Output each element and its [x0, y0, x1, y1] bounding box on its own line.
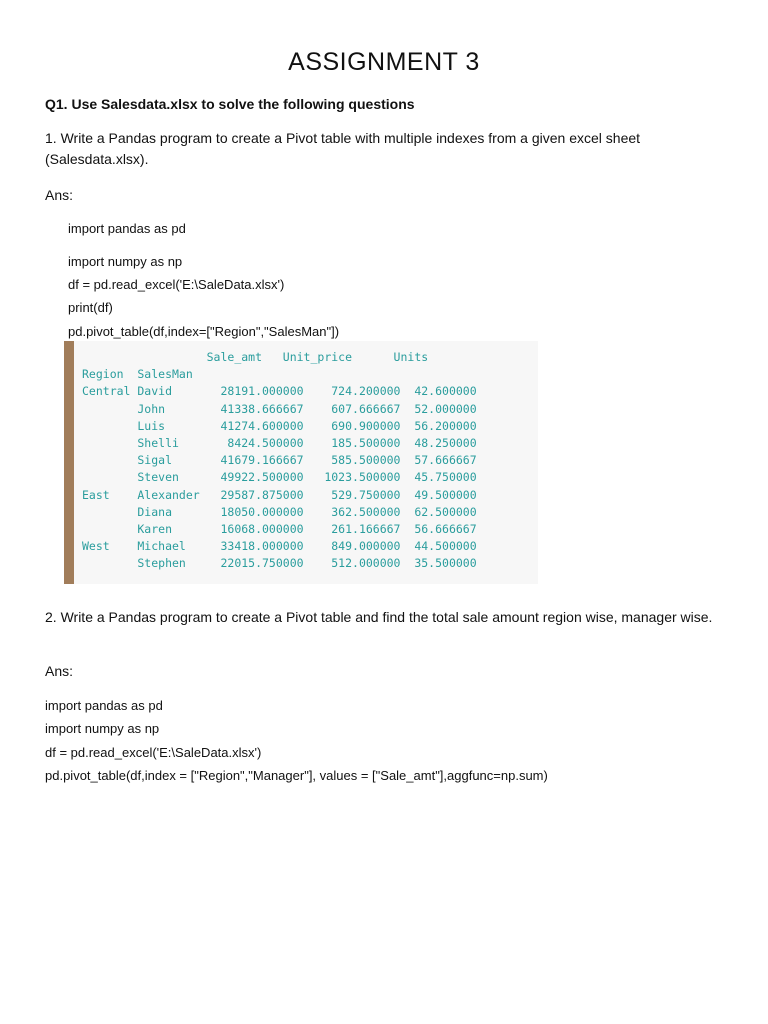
output-line: Sigal 41679.166667 585.500000 57.666667: [82, 453, 477, 468]
code-line: df = pd.read_excel('E:\SaleData.xlsx'): [68, 277, 285, 292]
output-line: East Alexander 29587.875000 529.750000 49.500000: [82, 487, 477, 502]
code-line: pd.pivot_table(df,index=["Region","SalesMan"]): [68, 324, 340, 339]
code-line: pd.pivot_table(df,index = ["Region","Manager"], values = ["Sale_amt"],aggfunc=np.sum): [45, 768, 548, 783]
code-line: import numpy as np: [45, 721, 160, 736]
code-line: df = pd.read_excel('E:\SaleData.xlsx'): [45, 745, 262, 760]
pivot-output-text: [82, 349, 477, 573]
code-line: import pandas as pd: [45, 698, 163, 713]
output-line: Luis 41274.600000 690.900000 56.200000: [82, 418, 477, 433]
output-line: Steven 49922.500000 1023.500000 45.750000: [82, 470, 477, 485]
pivot-output-screenshot: [64, 341, 538, 584]
question-1-text: 1. Write a Pandas program to create a Pivot table with multiple indexes from a given excel sheet (Salesdata.xlsx).: [45, 130, 641, 167]
output-line: Region SalesMan: [82, 367, 193, 382]
output-line: Shelli 8424.500000 185.500000 48.250000: [82, 436, 477, 451]
output-line: Central David 28191.000000 724.200000 42.600000: [82, 384, 477, 399]
code-line: import pandas as pd: [68, 221, 186, 236]
question-2-text: 2. Write a Pandas program to create a Pivot table and find the total sale amount region wise, manager wise.: [45, 609, 713, 625]
question-heading: Q1. Use Salesdata.xlsx to solve the following questions: [45, 96, 415, 112]
answer-2-label: Ans:: [45, 663, 74, 679]
output-line: West Michael 33418.000000 849.000000 44.500000: [82, 539, 477, 554]
answer-1-label: Ans:: [45, 187, 74, 203]
code-line: print(df): [68, 300, 113, 315]
output-line: Diana 18050.000000 362.500000 62.500000: [82, 504, 477, 519]
output-line: Sale_amt Unit_price Units: [82, 350, 429, 364]
output-line: Stephen 22015.750000 512.000000 35.500000: [82, 556, 477, 571]
output-left-bar: [64, 341, 74, 584]
output-line: John 41338.666667 607.666667 52.000000: [82, 401, 477, 416]
document-title: ASSIGNMENT 3: [288, 48, 480, 76]
output-line: Karen 16068.000000 261.166667 56.666667: [82, 522, 477, 537]
code-line: import numpy as np: [68, 254, 183, 269]
